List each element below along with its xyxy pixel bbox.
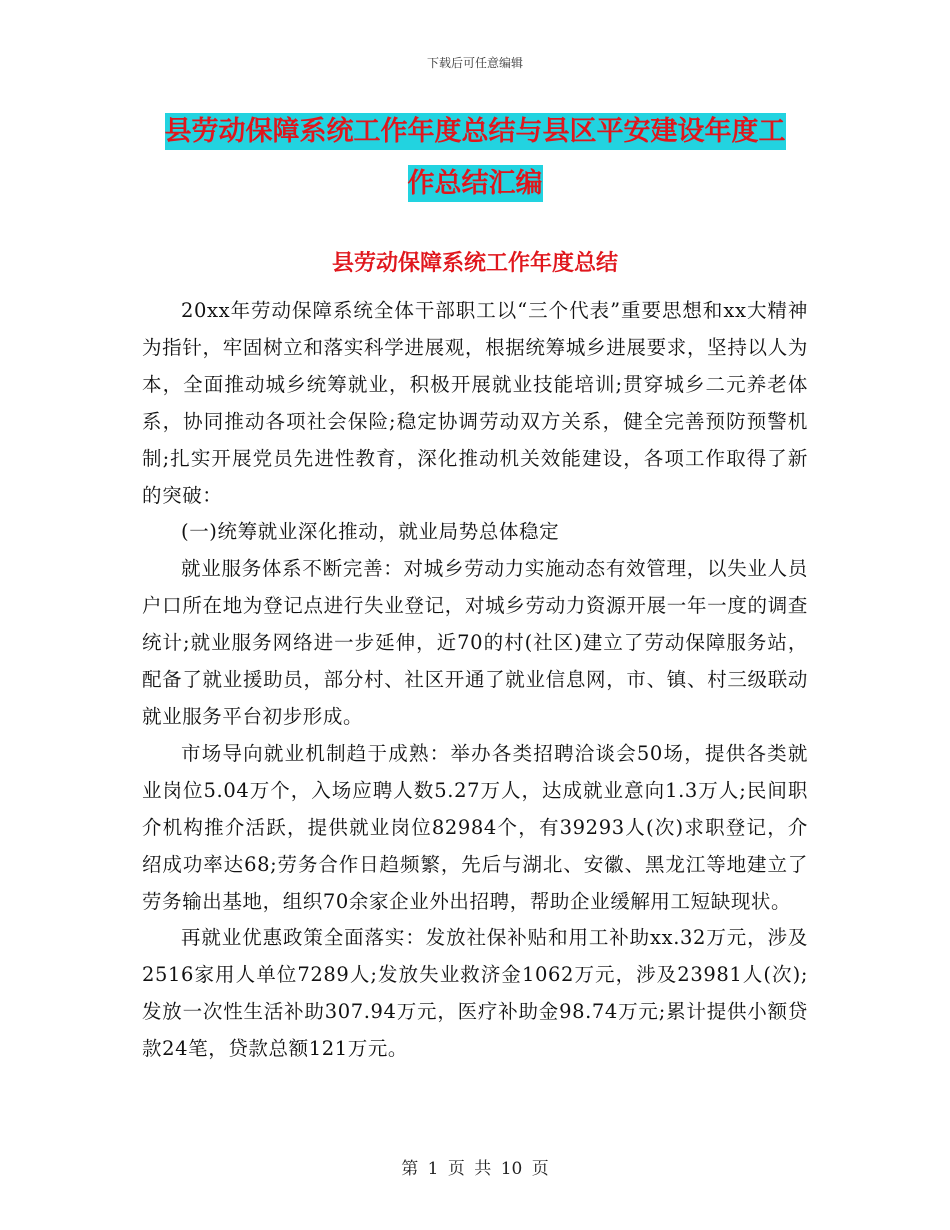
document-body	[142, 293, 808, 1068]
section-title: 县劳动保障系统工作年度总结	[331, 251, 618, 276]
document-title-line-1: 县劳动保障系统工作年度总结与县区平安建设年度工	[165, 113, 786, 150]
page-header-note: 下载后可任意编辑	[426, 56, 523, 70]
document-title-line-2: 作总结汇编	[408, 165, 543, 202]
page-footer-pagination: 第 1 页 共 10 页	[401, 1159, 549, 1179]
paragraph-intro: 20xx年劳动保障系统全体干部职工以“三个代表”重要思想和xx大精神为指针，牢固树立和落实科学进展观，根据统筹城乡进展要求，坚持以人为本，全面推动城乡统筹就业，积极开展就业技能培训;贯穿城乡二元养老体系，协同推动各项社会保险;稳定协调劳动双方关系，健全完善预防预警机制;扎实开展党员先进性教育，深化推动机关效能建设，各项工作取得了新的突破：	[142, 299, 808, 507]
document-title	[140, 106, 810, 210]
paragraph-heading-1: (一)统筹就业深化推动，就业局势总体稳定	[181, 520, 560, 544]
paragraph-reemployment-policy: 再就业优惠政策全面落实：发放社保补贴和用工补助xx.32万元，涉及2516家用人单位7289人;发放失业救济金1062万元，涉及23981人(次);发放一次性生活补助307.94万元，医疗补助金98.74万元;累计提供小额贷款24笔，贷款总额121万元。	[142, 926, 808, 1061]
paragraph-employment-service: 就业服务体系不断完善：对城乡劳动力实施动态有效管理，以失业人员户口所在地为登记点进行失业登记，对城乡劳动力资源开展一年一度的调查统计;就业服务网络进一步延伸，近70的村(社区)建立了劳动保障服务站，配备了就业援助员，部分村、社区开通了就业信息网，市、镇、村三级联动就业服务平台初步形成。	[142, 557, 808, 728]
paragraph-market-mechanism: 市场导向就业机制趋于成熟：举办各类招聘洽谈会50场，提供各类就业岗位5.04万个，入场应聘人数5.27万人，达成就业意向1.3万人;民间职介机构推介活跃，提供就业岗位82984个，有39293人(次)求职登记，介绍成功率达68;劳务合作日趋频繁，先后与湖北、安徽、黑龙江等地建立了劳务输出基地，组织70余家企业外出招聘，帮助企业缓解用工短缺现状。	[142, 741, 808, 913]
